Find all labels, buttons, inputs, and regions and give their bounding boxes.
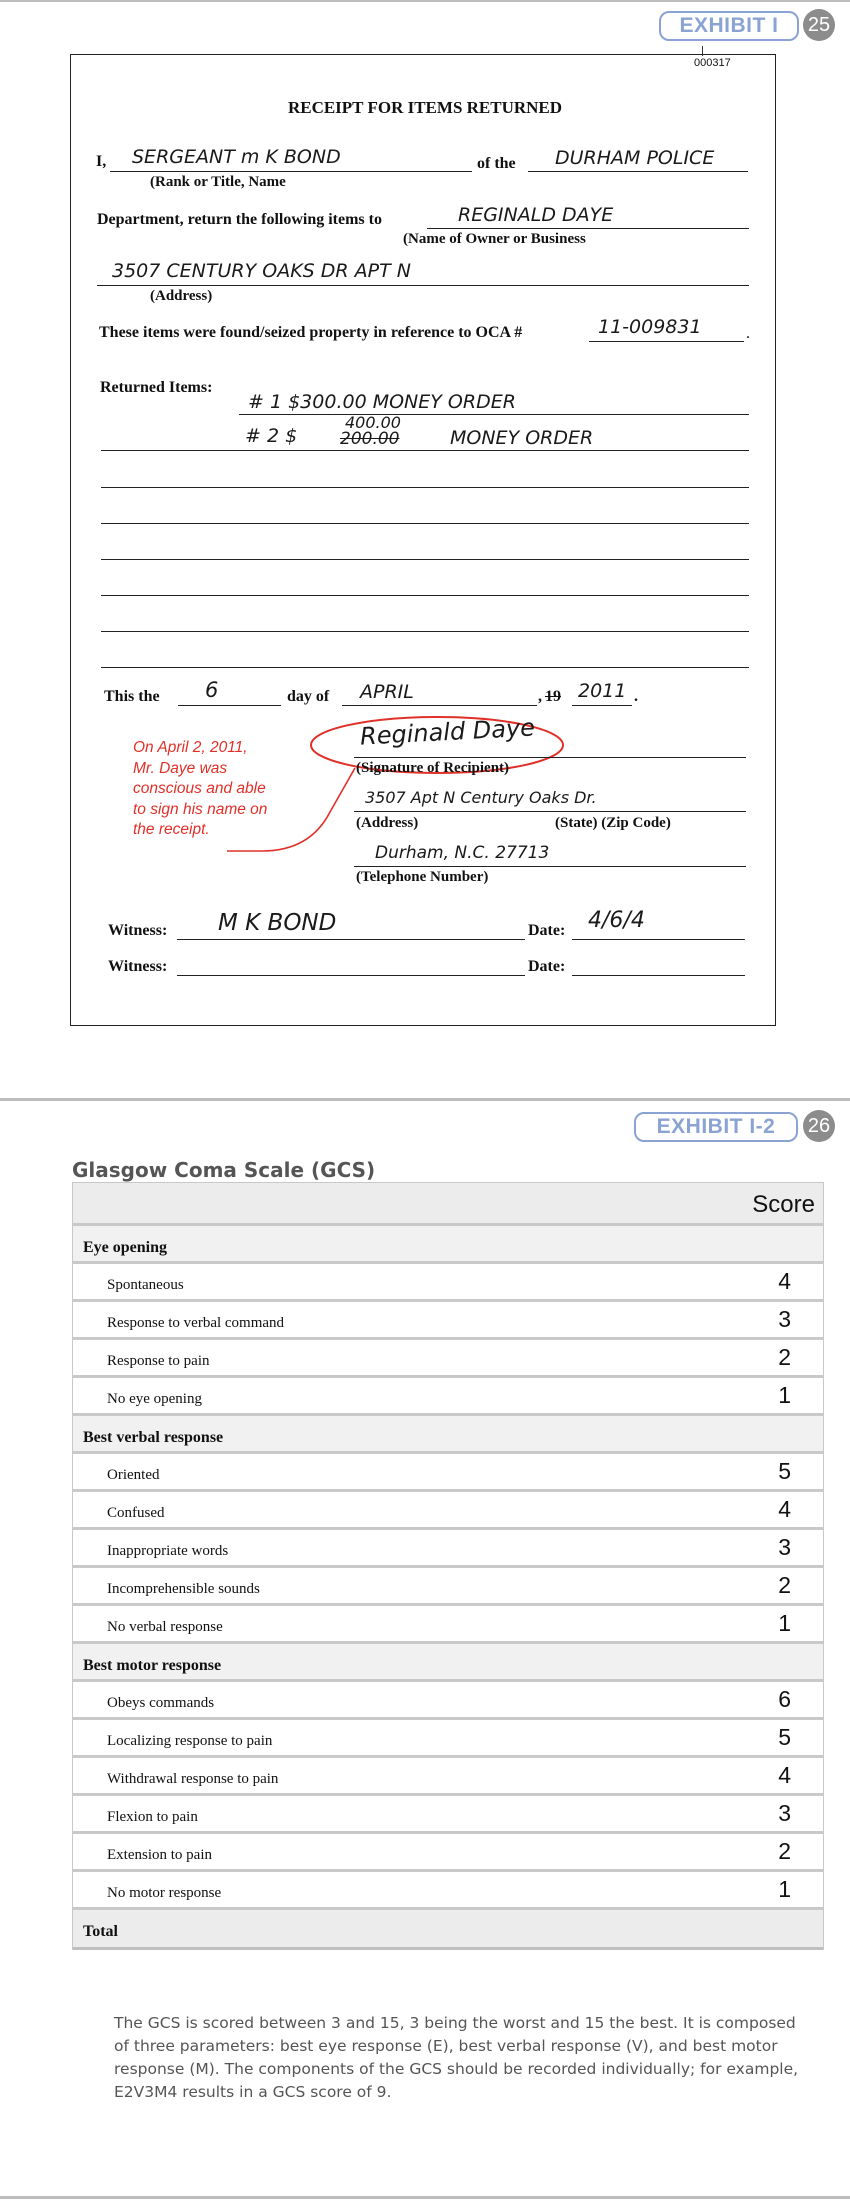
telephone-caption: (Telephone Number) xyxy=(356,869,489,885)
table-row: Withdrawal response to pain 4 xyxy=(73,1758,823,1796)
of-the-label: of the xyxy=(477,155,516,172)
page-number-badge-1: 25 xyxy=(803,9,835,41)
rank-caption: (Rank or Title, Name xyxy=(150,174,286,190)
item2-prefix: # 2 $ xyxy=(245,425,298,447)
gcs-header-row xyxy=(73,1183,823,1226)
witness-line xyxy=(177,939,525,940)
city-handwriting: Durham, N.C. 27713 xyxy=(375,843,550,863)
witness-date-handwriting: 4/6/4 xyxy=(588,908,645,933)
item2-corrected-amount: 400.00 xyxy=(345,413,401,432)
owner-caption: (Name of Owner or Business xyxy=(403,231,586,247)
category-motor-response: Best motor response xyxy=(73,1644,823,1682)
recipient-address-handwriting: 3507 Apt N Century Oaks Dr. xyxy=(365,788,597,807)
gcs-table xyxy=(72,1182,824,1950)
agency-handwriting: DURHAM POLICE xyxy=(555,147,715,169)
table-row: Obeys commands 6 xyxy=(73,1682,823,1720)
table-row: Oriented 5 xyxy=(73,1454,823,1492)
address-caption: (Address) xyxy=(150,288,213,304)
table-row: Extension to pain 2 xyxy=(73,1834,823,1872)
signature-caption: (Signature of Recipient) xyxy=(356,760,510,776)
item1-handwriting: # 1 $300.00 MONEY ORDER xyxy=(248,391,516,413)
table-row: Inappropriate words 3 xyxy=(73,1530,823,1568)
witness-label: Witness: xyxy=(108,922,168,939)
form-title: RECEIPT FOR ITEMS RETURNED xyxy=(287,98,563,117)
returned-items-label: Returned Items: xyxy=(100,379,213,396)
month-handwriting: APRIL xyxy=(360,681,414,703)
red-annotation-text: On April 2, 2011, Mr. Daye was conscious and able to sign his name on the receipt. xyxy=(133,739,268,838)
category-eye-opening: Eye opening xyxy=(73,1226,823,1264)
total-row: Total xyxy=(73,1910,823,1950)
document-number: 000317 xyxy=(694,57,731,69)
item2-description: MONEY ORDER xyxy=(450,427,594,449)
day-handwriting: 6 xyxy=(205,678,219,702)
annotation-pointer-line xyxy=(227,768,355,851)
table-row: Response to pain 2 xyxy=(73,1340,823,1378)
page-separator xyxy=(0,1098,850,1101)
table-row: No motor response 1 xyxy=(73,1872,823,1910)
signature-line xyxy=(354,757,746,758)
witness2-label: Witness: xyxy=(108,958,168,975)
score-header: Score xyxy=(752,1191,815,1218)
this-the-label: This the xyxy=(104,688,160,705)
address-label: (Address) xyxy=(356,815,419,831)
year-struck-prefix: 19 xyxy=(545,688,561,705)
recipient-address-line xyxy=(354,811,746,812)
oca-handwriting: 11-009831 xyxy=(598,316,702,338)
oca-label: These items were found/seized property in reference to OCA # xyxy=(99,324,523,341)
table-row: No eye opening 1 xyxy=(73,1378,823,1416)
page-number-badge-2: 26 xyxy=(803,1110,835,1142)
witness-date-line xyxy=(572,939,745,940)
gcs-title: Glasgow Coma Scale (GCS) xyxy=(72,1158,376,1182)
table-row: Incomprehensible sounds 2 xyxy=(73,1568,823,1606)
line1-prefix: I, xyxy=(96,153,107,170)
date2-label: Date: xyxy=(528,958,566,975)
owner-handwriting: REGINALD DAYE xyxy=(458,204,614,226)
date-label: Date: xyxy=(528,922,566,939)
table-row: Spontaneous 4 xyxy=(73,1264,823,1302)
telephone-line xyxy=(354,866,746,867)
exhibit-badge-2: EXHIBIT I-2 xyxy=(634,1112,798,1142)
year-handwriting: 2011 xyxy=(578,680,627,702)
witness2-date-line xyxy=(572,975,745,976)
department-label: Department, return the following items to xyxy=(97,211,382,228)
witness2-line xyxy=(177,975,525,976)
item2-struck-amount: 200.00 xyxy=(340,429,400,449)
name-handwriting: SERGEANT m K BOND xyxy=(132,146,341,168)
recipient-signature: Reginald Daye xyxy=(359,713,536,751)
category-verbal-response: Best verbal response xyxy=(73,1416,823,1454)
page-bottom-border xyxy=(0,2196,850,2199)
gcs-explanation: The GCS is scored between 3 and 15, 3 being the worst and 15 the best. It is composed of three parameters: best eye response (E), best verbal response (V), and best motor response (M). The components of the GCS should be recorded individually; for example, E2V3M4 results in a GCS score of 9. xyxy=(114,2014,799,2101)
table-row: Localizing response to pain 5 xyxy=(73,1720,823,1758)
exhibit-badge-1: EXHIBIT I xyxy=(659,11,799,41)
day-of-label: day of xyxy=(287,688,330,705)
table-row: No verbal response 1 xyxy=(73,1606,823,1644)
table-row: Flexion to pain 3 xyxy=(73,1796,823,1834)
address-handwriting: 3507 CENTURY OAKS DR APT N xyxy=(112,260,411,282)
witness-handwriting: M K BOND xyxy=(218,910,337,936)
table-row: Confused 4 xyxy=(73,1492,823,1530)
state-zip-caption: (State) (Zip Code) xyxy=(555,815,671,831)
table-row: Response to verbal command 3 xyxy=(73,1302,823,1340)
